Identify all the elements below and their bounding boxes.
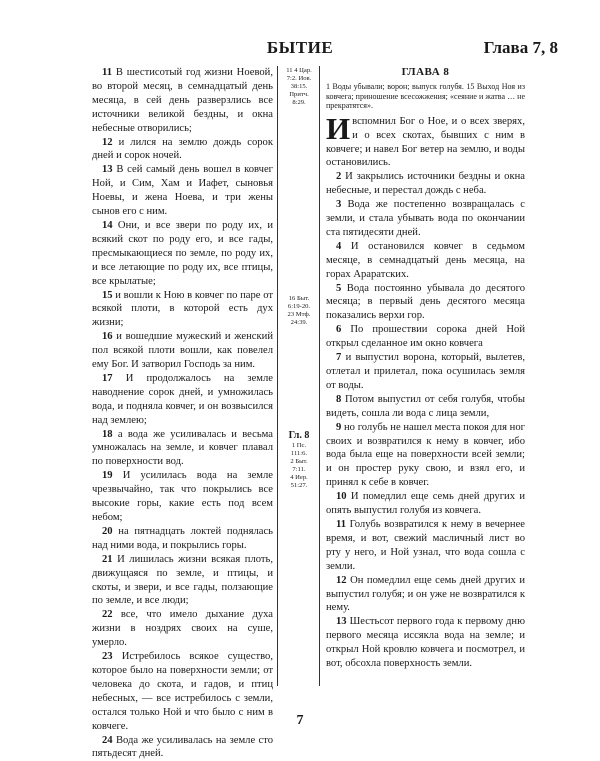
verse-text: И лишилась жизни всякая плоть, движущаяся по земле, и птицы, и скоты, и звери, и все гады, ползающие по земле, и все люди;: [92, 554, 273, 607]
verse-text: Голубь возвратился к нему в вечернее время, и вот, свежий масличный лист во рту у него, и Ной узнал, что вода сошла с земли.: [326, 519, 525, 572]
verse-number: 11: [102, 67, 112, 78]
verse-text: Он помедлил еще семь дней других и выпустил голубя; и он уже не возвратился к нему.: [326, 575, 525, 614]
margin-references-bottom: [280, 432, 318, 490]
verse-21: [92, 553, 273, 609]
verse-10: [326, 490, 525, 518]
verse-number: 19: [102, 470, 113, 481]
verse-text: И помедлил еще семь дней других и опять выпустил голубя из ковчега.: [326, 491, 525, 516]
verse-2: [326, 170, 525, 198]
margin-reference-line: 51:27.: [280, 482, 318, 490]
verse-9: [326, 421, 525, 491]
verse-number: 10: [336, 491, 347, 502]
verse-13: [326, 615, 525, 671]
verse-number: 8: [336, 394, 341, 405]
verse-3: [326, 198, 525, 240]
verse-number: 18: [102, 429, 113, 440]
verse-text: И остановился ковчег в седьмом месяце, в семнадцатый день месяца, на горах Араратских.: [326, 241, 525, 280]
margin-reference-line: 111:6.: [280, 450, 318, 458]
verse-1: Ивспомнил Бог о Ное, и о всех зверях, и о всех скотах, бывших с ним в ковчеге; и навел Бог ветер на землю, и воды остановились.: [326, 115, 525, 171]
verse-text: И усилилась вода на земле чрезвычайно, так что покрылись все высокие горы, какие есть под всем небом;: [92, 470, 273, 523]
verse-text: а вода же усиливалась и весьма умножалась на земле, и ковчег плавал по поверхности вод.: [92, 429, 273, 468]
verse-text: Шестьсот первого года к первому дню первого месяца иссякла вода на земле; и открыл Ной кровлю ковчега и посмотрел, и вот, обсохла поверхность земли.: [326, 616, 525, 669]
running-header-chapter: Глава 7, 8: [484, 38, 558, 58]
verse-5: [326, 282, 525, 324]
margin-reference-line: 8:29.: [280, 99, 318, 107]
margin-reference-line: 38:15.: [280, 83, 318, 91]
column-divider: [319, 66, 320, 686]
verse-16: [92, 330, 273, 372]
verse-text: но голубь не нашел места покоя для ног своих и возвратился к нему в ковчег, ибо вода была еще на поверхности всей земли; и он простер руку свою, и взял его, и принял к себе в ковчег.: [326, 422, 525, 489]
verse-20: [92, 525, 273, 553]
verse-14: [92, 219, 273, 289]
verse-number: 22: [102, 609, 113, 620]
verse-number: 24: [102, 735, 113, 746]
margin-reference-line: 4 Иер.: [280, 474, 318, 482]
verse-22: [92, 608, 273, 650]
verse-text: на пятнадцать локтей поднялась над ними вода, и покрылись горы.: [92, 526, 273, 551]
verse-4: [326, 240, 525, 282]
verse-number: 3: [336, 199, 341, 210]
verse-text: и выпустил ворона, который, вылетев, отлетал и прилетал, пока осушилась земля от воды.: [326, 352, 525, 391]
margin-references-middle: [280, 295, 318, 327]
verse-text: Они, и все звери по роду их, и всякий скот по роду его, и все гады, пресмыкающиеся по земле, по роду их, и все летающие по роду их, все птицы, все крылатые;: [92, 220, 273, 287]
chapter-heading: ГЛАВА 8: [326, 66, 525, 80]
verse-text: и вошедшие мужеский и женский пол всякой плоти вошли, как повелел ему Бог. И затворил Господь за ним.: [92, 331, 273, 370]
verse-17: [92, 372, 273, 428]
verse-number: 13: [336, 616, 347, 627]
verse-text: В шестисотый год жизни Ноевой, во второй месяц, в семнадцатый день месяца, в сей день разверзлись все источники великой бездны, и окна небесные отворились;: [92, 67, 273, 134]
verse-8: [326, 393, 525, 421]
verse-text: все, что имело дыхание духа жизни в ноздрях своих на суше, умерло.: [92, 609, 273, 648]
verse-number: 20: [102, 526, 113, 537]
verse-number: 11: [336, 519, 346, 530]
margin-reference-line: 2 Быт.: [280, 458, 318, 466]
verse-number: 7: [336, 352, 341, 363]
right-column-text: [326, 66, 525, 671]
verse-number: 14: [102, 220, 113, 231]
verse-24: [92, 734, 273, 761]
verse-number: 17: [102, 373, 113, 384]
verse-12: [326, 574, 525, 616]
verse-6: [326, 323, 525, 351]
margin-reference-line: 23 Мтф.: [280, 311, 318, 319]
verse-11: [326, 518, 525, 574]
verse-text: Вода постоянно убывала до десятого месяца; в первый день десятого месяца показались верхи гор.: [326, 283, 525, 322]
margin-chapter-label: Гл. 8: [280, 432, 318, 440]
verse-text: В сей самый день вошел в ковчег Ной, и Сим, Хам и Иафет, сыновья Ноевы, и жена Ноева, и три жены сынов его с ним.: [92, 164, 273, 217]
margin-reference-line: 7:11.: [280, 466, 318, 474]
margin-reference-line: 16 Быт.: [280, 295, 318, 303]
verse-number: 2: [336, 171, 341, 182]
verse-19: [92, 469, 273, 525]
verse-text: Вода же постепенно возвращалась с земли, и стала убывать вода по окончании ста пятидесяти дней.: [326, 199, 525, 238]
margin-reference-line: 7:2. Иов.: [280, 75, 318, 83]
verse-11: [92, 66, 273, 136]
verse-number: 15: [102, 290, 113, 301]
margin-reference-line: Притч.: [280, 91, 318, 99]
verse-text: По прошествии сорока дней Ной открыл сделанное им окно ковчега: [326, 324, 525, 349]
verse-number: 16: [102, 331, 113, 342]
verse-number: 12: [102, 137, 113, 148]
verse-number: 21: [102, 554, 113, 565]
verse-number: 4: [336, 241, 341, 252]
verse-number: 6: [336, 324, 341, 335]
running-header-book: БЫТИЕ: [240, 38, 360, 58]
verse-18: [92, 428, 273, 470]
verse-number: 13: [102, 164, 113, 175]
column-divider: [277, 66, 278, 686]
verse-number: 5: [336, 283, 341, 294]
verse-13: [92, 163, 273, 219]
drop-cap: И: [326, 116, 350, 142]
margin-references-top: [280, 67, 318, 107]
verse-number: 9: [336, 422, 341, 433]
left-column-text: [92, 66, 273, 761]
verse-15: [92, 289, 273, 331]
verse-number: 12: [336, 575, 347, 586]
chapter-summary: 1 Воды убывали; ворон; выпуск голубя. 15 Выход Ноя из ковчега; приношение всесожжения; «сеяние и жатва … не прекратятся».: [326, 82, 525, 111]
verse-text: Потом выпустил от себя голубя, чтобы видеть, сошла ли вода с лица земли,: [326, 394, 525, 419]
verse-7: [326, 351, 525, 393]
verse-text: Вода же усиливалась на земле сто пятьдесят дней.: [92, 735, 273, 760]
verse-text: И продолжалось на земле наводнение сорок дней, и умножилась вода, и подняла ковчег, и он возвысился над землею;: [92, 373, 273, 426]
verse-text: Истребилось всякое существо, которое было на поверхности земли; от человека до скота, и гадов, и птиц небесных, — все истребилось с земли, остался только Ной и что было с ним в ковчеге.: [92, 651, 273, 732]
margin-reference-line: 11 4 Цар.: [280, 67, 318, 75]
margin-reference-line: 6:19-20.: [280, 303, 318, 311]
page-number: 7: [0, 713, 600, 729]
margin-reference-line: 1 Пс.: [280, 442, 318, 450]
margin-reference-line: 24:39.: [280, 319, 318, 327]
verse-number: 23: [102, 651, 113, 662]
verse-12: [92, 136, 273, 164]
verse-text: и вошли к Ною в ковчег по паре от всякой плоти, в которой есть дух жизни;: [92, 290, 273, 329]
verse-text: и лился на землю дождь сорок дней и сорок ночей.: [92, 137, 273, 162]
verse-text: И закрылись источники бездны и окна небесные, и перестал дождь с неба.: [326, 171, 525, 196]
